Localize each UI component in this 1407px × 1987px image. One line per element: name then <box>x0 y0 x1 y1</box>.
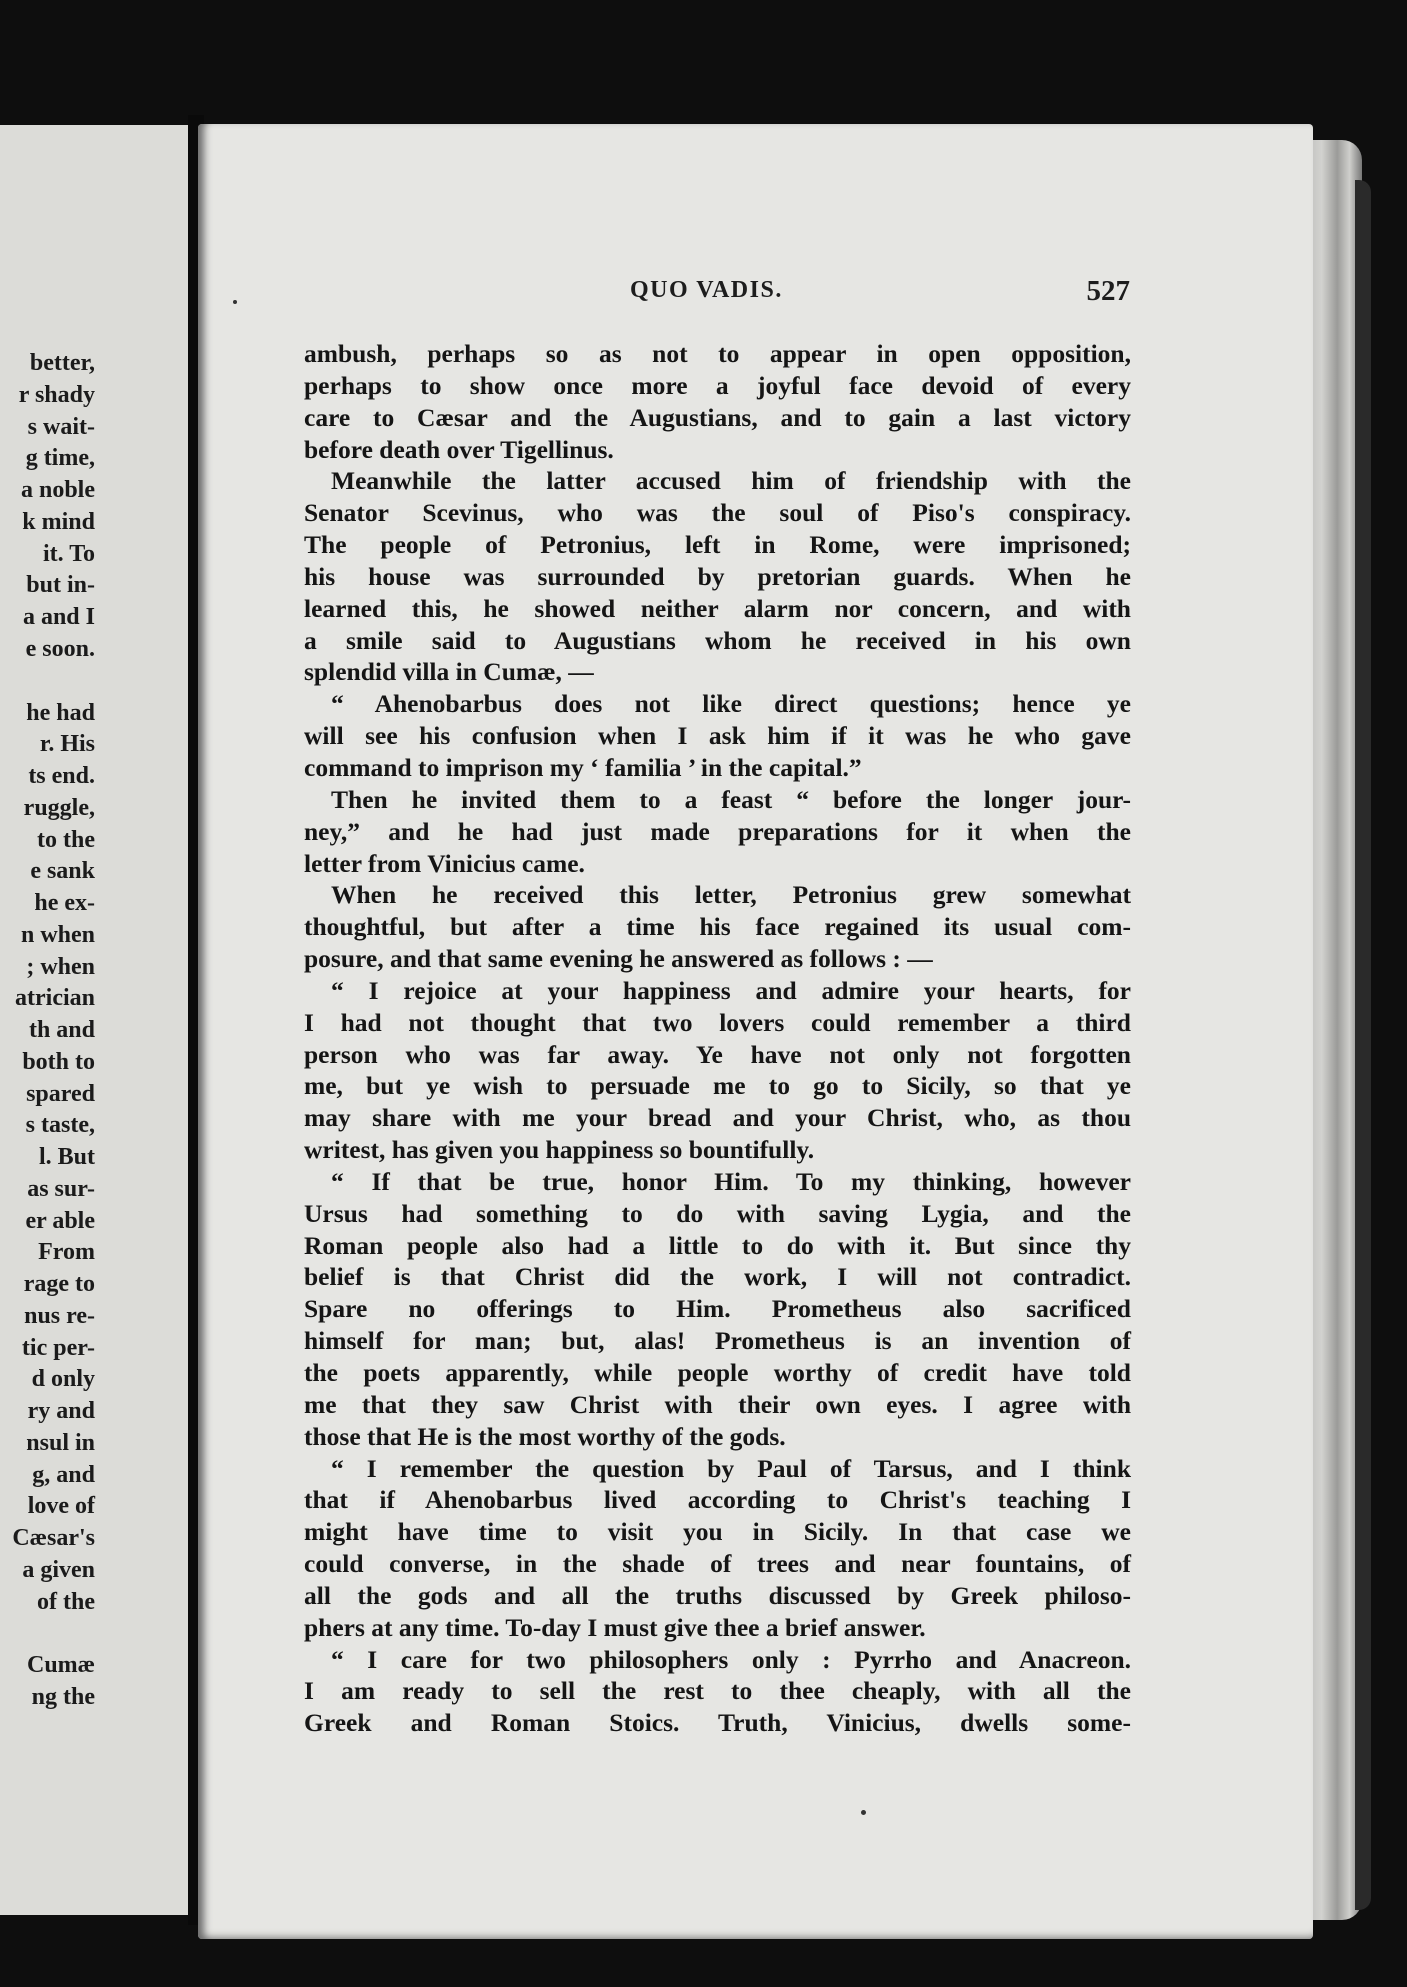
text-line: letter from Vinicius came. <box>304 848 585 878</box>
text-line: I had not thought that two lovers could remember a third <box>304 1007 1131 1037</box>
text-line: belief is that Christ did the work, I will not contradict. <box>304 1262 1131 1292</box>
facing-page-line: g, and <box>32 1461 95 1488</box>
facing-page-line: to the <box>37 826 95 853</box>
facing-page-line: n when <box>20 921 95 948</box>
facing-page-line: but in- <box>26 572 95 599</box>
facing-page-line: he had <box>26 699 95 726</box>
facing-page-line: atrician <box>15 985 95 1012</box>
facing-page-line: r. His <box>39 731 95 758</box>
facing-page-line <box>0 666 95 698</box>
text-line: splendid villa in Cumæ, — <box>304 657 594 687</box>
facing-page-line: a given <box>22 1556 95 1583</box>
ink-speck <box>233 300 237 304</box>
facing-page-text <box>0 348 95 1714</box>
text-line: The people of Petronius, left in Rome, were imprisoned; <box>304 530 1131 560</box>
text-line: “ I care for two philosophers only : Pyrrho and Anacreon. <box>331 1644 1131 1674</box>
text-line: Meanwhile the latter accused him of friendship with the <box>331 466 1131 496</box>
facing-page-line: e soon. <box>25 635 95 662</box>
page-body <box>304 338 1131 1739</box>
facing-page-line: a and I <box>22 604 95 630</box>
text-line: “ I remember the question by Paul of Tarsus, and I think <box>331 1453 1131 1483</box>
facing-page-line: ts end. <box>28 763 95 789</box>
facing-page-line: k mind <box>22 508 95 535</box>
facing-page-line: tic per- <box>21 1334 95 1361</box>
text-line: ney,” and he had just made preparations for it when the <box>304 816 1131 846</box>
facing-page-line: it. To <box>42 540 95 567</box>
text-line: “ I rejoice at your happiness and admire your hearts, for <box>331 975 1131 1005</box>
text-line: posure, and that same evening he answered as follows : — <box>304 944 933 974</box>
text-line: phers at any time. To-day I must give thee a brief answer. <box>304 1612 926 1642</box>
facing-page-line: Cumæ <box>26 1652 95 1679</box>
facing-page-line: ruggle, <box>23 794 95 821</box>
ink-speck <box>861 1810 866 1815</box>
facing-page-line: s wait- <box>27 413 95 440</box>
facing-page-line: spared <box>26 1080 95 1107</box>
text-line: will see his confusion when I ask him if it was he who gave <box>304 721 1131 751</box>
text-line: Roman people also had a little to do with it. But since thy <box>304 1230 1131 1260</box>
facing-page-line: ng the <box>31 1684 95 1710</box>
facing-page-line: he ex- <box>34 890 95 916</box>
text-line: writest, has given you happiness so bountifully. <box>304 1135 815 1165</box>
facing-page-line: nsul in <box>26 1429 95 1456</box>
running-title: QUO VADIS. <box>630 277 783 303</box>
facing-page-line: nus re- <box>24 1302 95 1329</box>
facing-page-line: l. But <box>38 1144 95 1170</box>
text-line: Then he invited them to a feast “ before the longer jour- <box>331 784 1131 814</box>
text-line: care to Cæsar and the Augustians, and to gain a last victory <box>304 402 1131 432</box>
text-line: When he received this letter, Petronius grew somewhat <box>331 880 1131 910</box>
text-line: Greek and Roman Stoics. Truth, Vinicius, dwells some- <box>304 1708 1131 1738</box>
facing-page-line: Cæsar's <box>12 1525 95 1551</box>
facing-page <box>0 125 188 1915</box>
text-line: “ Ahenobarbus does not like direct questions; hence ye <box>331 689 1131 719</box>
text-line: may share with me your bread and your Christ, who, as thou <box>304 1103 1131 1133</box>
facing-page-line: s taste, <box>25 1112 95 1139</box>
text-line: command to imprison my ‘ familia ’ in the capital.” <box>304 752 862 782</box>
facing-page-line: ; when <box>26 953 95 980</box>
text-line: person who was far away. Ye have not only not forgotten <box>304 1039 1131 1069</box>
text-line: I am ready to sell the rest to thee cheaply, with all the <box>304 1676 1131 1706</box>
facing-page-line: as sur- <box>27 1175 95 1202</box>
facing-page-line: ry and <box>27 1398 95 1424</box>
facing-page-line <box>0 1618 95 1650</box>
text-line: Spare no offerings to Him. Prometheus also sacrificed <box>304 1294 1131 1324</box>
page-number: 527 <box>1086 275 1130 307</box>
text-line: the poets apparently, while people worthy of credit have told <box>304 1358 1131 1387</box>
running-head <box>300 275 1130 311</box>
facing-page-line: g time, <box>25 445 95 472</box>
text-line: his house was surrounded by pretorian guards. When he <box>304 561 1131 591</box>
facing-page-line: better, <box>29 350 95 376</box>
text-line: that if Ahenobarbus lived according to Christ's teaching I <box>304 1485 1131 1515</box>
text-line: all the gods and all the truths discussed by Greek philoso- <box>304 1580 1131 1610</box>
facing-page-line: er able <box>25 1207 95 1234</box>
facing-page-line: th and <box>28 1017 95 1043</box>
text-line: before death over Tigellinus. <box>304 434 614 464</box>
text-line: me that they saw Christ with their own eyes. I agree with <box>304 1389 1131 1419</box>
text-line: learned this, he showed neither alarm nor concern, and with <box>304 593 1131 623</box>
text-line: perhaps to show once more a joyful face devoid of every <box>304 370 1131 400</box>
facing-page-line: of the <box>37 1588 95 1615</box>
text-line: a smile said to Augustians whom he received in his own <box>304 625 1131 655</box>
text-line: Senator Scevinus, who was the soul of Piso's conspiracy. <box>304 498 1131 528</box>
facing-page-line: r shady <box>18 381 95 408</box>
text-line: thoughtful, but after a time his face regained its usual com- <box>304 912 1131 942</box>
text-line: might have time to visit you in Sicily. In that case we <box>304 1517 1131 1547</box>
facing-page-line: rage to <box>23 1271 95 1297</box>
text-line: could converse, in the shade of trees and near fountains, of <box>304 1549 1131 1579</box>
text-line: himself for man; but, alas! Prometheus is an invention of <box>304 1326 1131 1356</box>
facing-page-line: both to <box>22 1048 95 1075</box>
text-line: Ursus had something to do with saving Lygia, and the <box>304 1198 1131 1228</box>
facing-page-line: a noble <box>20 477 95 503</box>
facing-page-line: e sank <box>30 858 95 885</box>
facing-page-line: love of <box>27 1493 95 1520</box>
text-line: ambush, perhaps so as not to appear in open opposition, <box>304 339 1131 368</box>
text-line: “ If that be true, honor Him. To my thinking, however <box>331 1166 1131 1196</box>
cover-edge <box>1355 180 1371 1910</box>
text-line: those that He is the most worthy of the gods. <box>304 1421 786 1451</box>
text-line: me, but ye wish to persuade me to go to Sicily, so that ye <box>304 1071 1131 1101</box>
facing-page-line: From <box>38 1239 95 1266</box>
facing-page-line: d only <box>31 1366 95 1393</box>
